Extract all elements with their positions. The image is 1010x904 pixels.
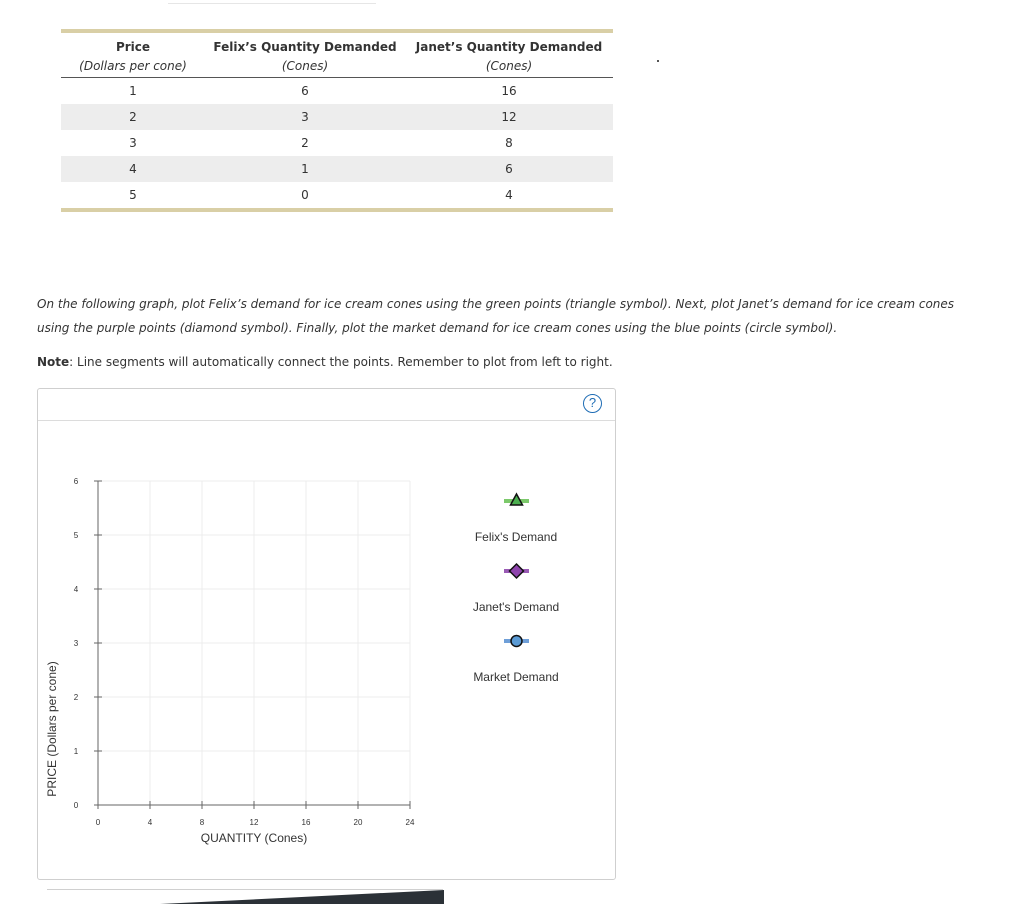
- x-axis-title: QUANTITY (Cones): [200, 831, 308, 845]
- felix-cell: 2: [301, 136, 309, 150]
- circle-icon[interactable]: [511, 636, 522, 647]
- note-label: Note: [37, 355, 70, 369]
- legend-label-market: Market Demand: [473, 670, 559, 684]
- y-tick-label: 0: [73, 801, 79, 810]
- bottom-strip: [160, 890, 444, 904]
- x-tick-label: 16: [301, 818, 311, 827]
- table-row: [61, 156, 613, 182]
- x-tick-label: 0: [95, 818, 101, 827]
- felix-cell: 6: [301, 84, 309, 98]
- janet-cell: 6: [405, 156, 613, 182]
- janet-cell: 12: [405, 104, 613, 130]
- header-price: Price: [115, 40, 151, 54]
- market-demand-tool[interactable]: [504, 636, 529, 647]
- janet-cell: 4: [505, 188, 513, 202]
- price-cell: 5: [129, 188, 137, 202]
- price-cell: 4: [61, 156, 205, 182]
- legend-label-felix: Felix's Demand: [474, 530, 558, 544]
- header-felix-unit: (Cones): [205, 54, 405, 78]
- table-row: [61, 182, 613, 210]
- janet-cell: 8: [505, 136, 513, 150]
- x-tick-label: 12: [249, 818, 259, 827]
- y-tick-label: 3: [73, 639, 79, 648]
- y-tick-label: 2: [73, 693, 79, 702]
- graph-panel: [37, 388, 616, 880]
- x-tick-label: 24: [405, 818, 415, 827]
- felix-cell: 0: [301, 188, 309, 202]
- grid: [98, 481, 410, 805]
- price-cell: 1: [129, 84, 137, 98]
- price-cell: 2: [61, 104, 205, 130]
- note-body: : Line segments will automatically connect the points. Remember to plot from left to right.: [69, 355, 613, 369]
- top-divider: [168, 3, 376, 4]
- price-cell: 3: [129, 136, 137, 150]
- note-text: [37, 355, 613, 369]
- header-janet: Janet’s Quantity Demanded: [415, 40, 603, 54]
- y-tick-label: 5: [73, 531, 79, 540]
- x-tick-label: 4: [147, 818, 153, 827]
- axes: [94, 481, 410, 809]
- y-tick-label: 4: [73, 585, 79, 594]
- felix-cell: 3: [205, 104, 405, 130]
- header-price-unit: (Dollars per cone): [61, 54, 205, 78]
- y-tick-label: 1: [73, 747, 79, 756]
- y-axis-title: PRICE (Dollars per cone): [45, 661, 59, 797]
- x-tick-label: 8: [199, 818, 205, 827]
- table-row: [61, 104, 613, 130]
- janet-cell: 16: [501, 84, 517, 98]
- bottom-divider: [47, 889, 443, 890]
- instructions-text: On the following graph, plot Felix’s demand for ice cream cones using the green points (triangle symbol). Next, plot Janet’s demand for ice cream cones using the purple points (diamond symbol). Finally, plot the market demand for ice cream cones using the blue points (circle symbol).: [37, 297, 955, 335]
- table-row: [61, 130, 613, 156]
- table-row: [61, 78, 613, 105]
- header-janet-unit: (Cones): [405, 54, 613, 78]
- demand-table: [61, 29, 613, 212]
- felix-demand-tool[interactable]: [504, 494, 529, 505]
- felix-cell: 1: [205, 156, 405, 182]
- demand-graph[interactable]: [38, 389, 615, 879]
- y-tick-label: 6: [73, 477, 79, 486]
- x-tick-label: 20: [353, 818, 363, 827]
- stray-dot: [657, 60, 659, 62]
- legend-label-janet: Janet's Demand: [472, 600, 560, 614]
- diamond-icon[interactable]: [510, 564, 524, 578]
- tick-labels: [74, 477, 415, 827]
- help-button[interactable]: ?: [583, 394, 602, 413]
- janet-demand-tool[interactable]: [504, 564, 529, 578]
- header-felix: Felix’s Quantity Demanded: [213, 40, 397, 54]
